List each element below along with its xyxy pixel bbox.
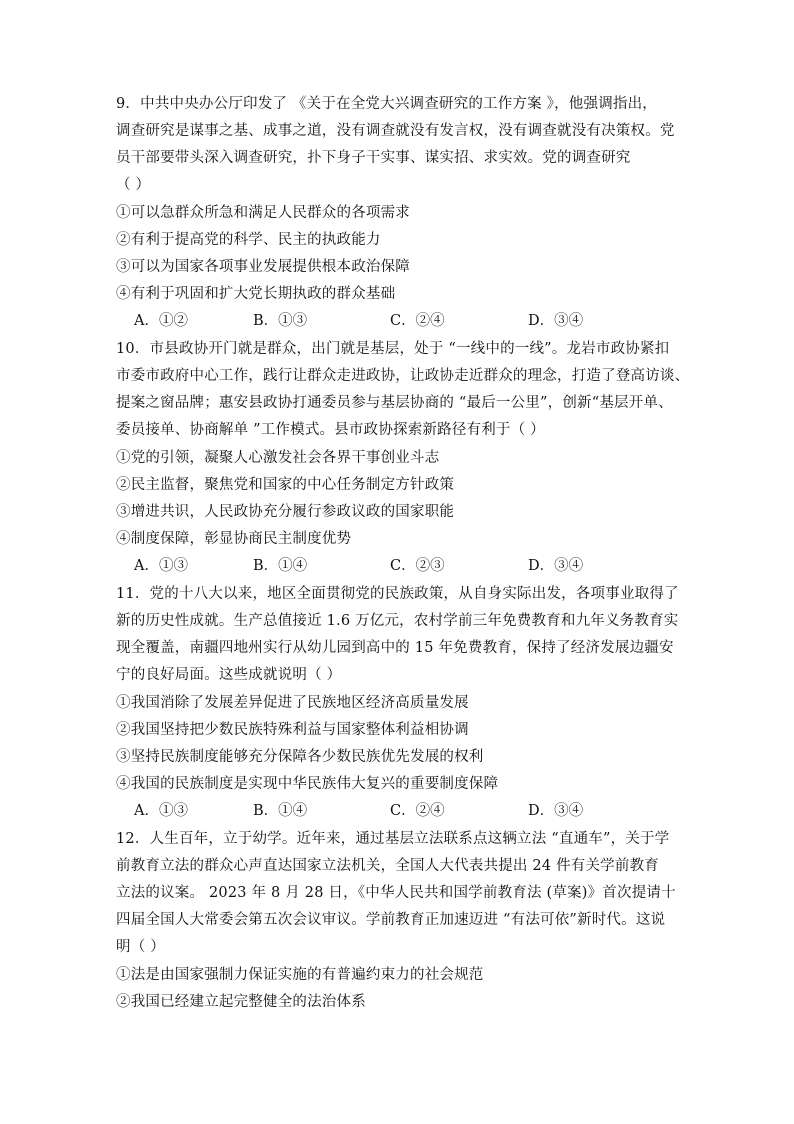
question-11-line-3: 现全覆盖，南疆四地州实行从幼儿园到高中的 15 年免费教育，保持了经济发展边疆安 bbox=[116, 640, 674, 656]
question-9-line-3: 员干部要带头深入调查研究，扑下身子干实事、谋实招、求实效。党的调查研究 bbox=[116, 150, 631, 166]
question-9-line-2: 调查研究是谋事之基、成事之道，没有调查就没有发言权，没有调查就没有决策权。党 bbox=[116, 123, 675, 139]
choice-b: B．①④ bbox=[253, 558, 308, 574]
question-12-option-2: ②我国已经建立起完整健全的法治体系 bbox=[116, 994, 366, 1010]
question-9-option-3: ③可以为国家各项事业发展提供根本政治保障 bbox=[116, 259, 410, 275]
question-9-option-1: ①可以急群众所急和满足人民群众的各项需求 bbox=[116, 205, 410, 221]
question-11-choices bbox=[134, 801, 734, 821]
question-10-line-4: 委员接单、协商解单 ”工作模式。县市政协探索新路径有利于（ ） bbox=[116, 422, 545, 438]
choice-c: C．②④ bbox=[390, 803, 445, 819]
choice-d: D．③④ bbox=[528, 313, 584, 329]
question-9-option-2: ②有利于提高党的科学、民主的执政能力 bbox=[116, 232, 381, 248]
question-10-option-2: ②民主监督，聚焦党和国家的中心任务制定方针政策 bbox=[116, 477, 455, 493]
choice-d: D．③④ bbox=[528, 558, 584, 574]
question-9-line-1: 9．中共中央办公厅印发了 《关于在全党大兴调查研究的工作方案 》，他强调指出， bbox=[116, 96, 657, 112]
question-11-line-1: 11．党的十八大以来，地区全面贯彻党的民族政策，从自身实际出发，各项事业取得了 bbox=[116, 586, 679, 602]
choice-c: C．②③ bbox=[390, 558, 445, 574]
question-11-line-4: 宁的良好局面。这些成就说明（ ） bbox=[116, 667, 342, 683]
question-10-choices bbox=[134, 556, 734, 576]
question-9-answer-blank: （ ） bbox=[116, 177, 151, 193]
question-12-line-5: 明（ ） bbox=[116, 939, 165, 955]
choice-b: B．①④ bbox=[253, 803, 308, 819]
choice-a: A．①② bbox=[134, 313, 188, 329]
choice-a: A．①③ bbox=[134, 558, 188, 574]
question-12-line-1: 12．人生百年，立于幼学。近年来，通过基层立法联系点这辆立法 “直通车”，关于学 bbox=[116, 831, 670, 847]
question-11-option-3: ③坚持民族制度能够充分保障各少数民族优先发展的权利 bbox=[116, 749, 484, 765]
question-10-line-3: 提案之窗品牌；惠安县政协打通委员参与基层协商的 “最后一公里”，创新“基层开单、 bbox=[116, 395, 673, 411]
question-9-option-4: ④有利于巩固和扩大党长期执政的群众基础 bbox=[116, 286, 396, 302]
choice-d: D．③④ bbox=[528, 803, 584, 819]
question-10-option-4: ④制度保障，彰显协商民主制度优势 bbox=[116, 531, 352, 547]
question-12-line-3: 立法的议案。 2023 年 8 月 28 日，《中华人民共和国学前教育法 (草案)》首次提请十 bbox=[116, 885, 676, 901]
question-10-option-3: ③增进共识，人民政协充分履行参政议政的国家职能 bbox=[116, 504, 455, 520]
question-10-line-1: 10．市县政协开门就是群众，出门就是基层，处于 “一线中的一线”。龙岩市政协紧扣 bbox=[116, 341, 670, 357]
question-12-line-4: 四届全国人大常委会第五次会议审议。学前教育正加速迈进 “有法可依”新时代。这说 bbox=[116, 912, 666, 928]
question-12-line-2: 前教育立法的群众心声直达国家立法机关，全国人大代表共提出 24 件有关学前教育 bbox=[116, 858, 659, 874]
question-11-option-4: ④我国的民族制度是实现中华民族伟大复兴的重要制度保障 bbox=[116, 776, 499, 792]
question-10-line-2: 市委市政府中心工作，践行让群众走进政协，让政协走近群众的理念，打造了登高访谈、 bbox=[116, 368, 690, 384]
question-12-option-1: ①法是由国家强制力保证实施的有普遍约束力的社会规范 bbox=[116, 967, 484, 983]
question-9-choices bbox=[134, 311, 734, 331]
question-11-option-1: ①我国消除了发展差异促进了民族地区经济高质量发展 bbox=[116, 695, 469, 711]
choice-a: A．①③ bbox=[134, 803, 188, 819]
question-11-line-2: 新的历史性成就。生产总值接近 1.6 万亿元，农村学前三年免费教育和九年义务教育实 bbox=[116, 613, 679, 629]
choice-c: C．②④ bbox=[390, 313, 445, 329]
choice-b: B．①③ bbox=[253, 313, 308, 329]
question-11-option-2: ②我国坚持把少数民族特殊利益与国家整体利益相协调 bbox=[116, 722, 469, 738]
question-10-option-1: ①党的引领，凝聚人心激发社会各界干事创业斗志 bbox=[116, 450, 440, 466]
